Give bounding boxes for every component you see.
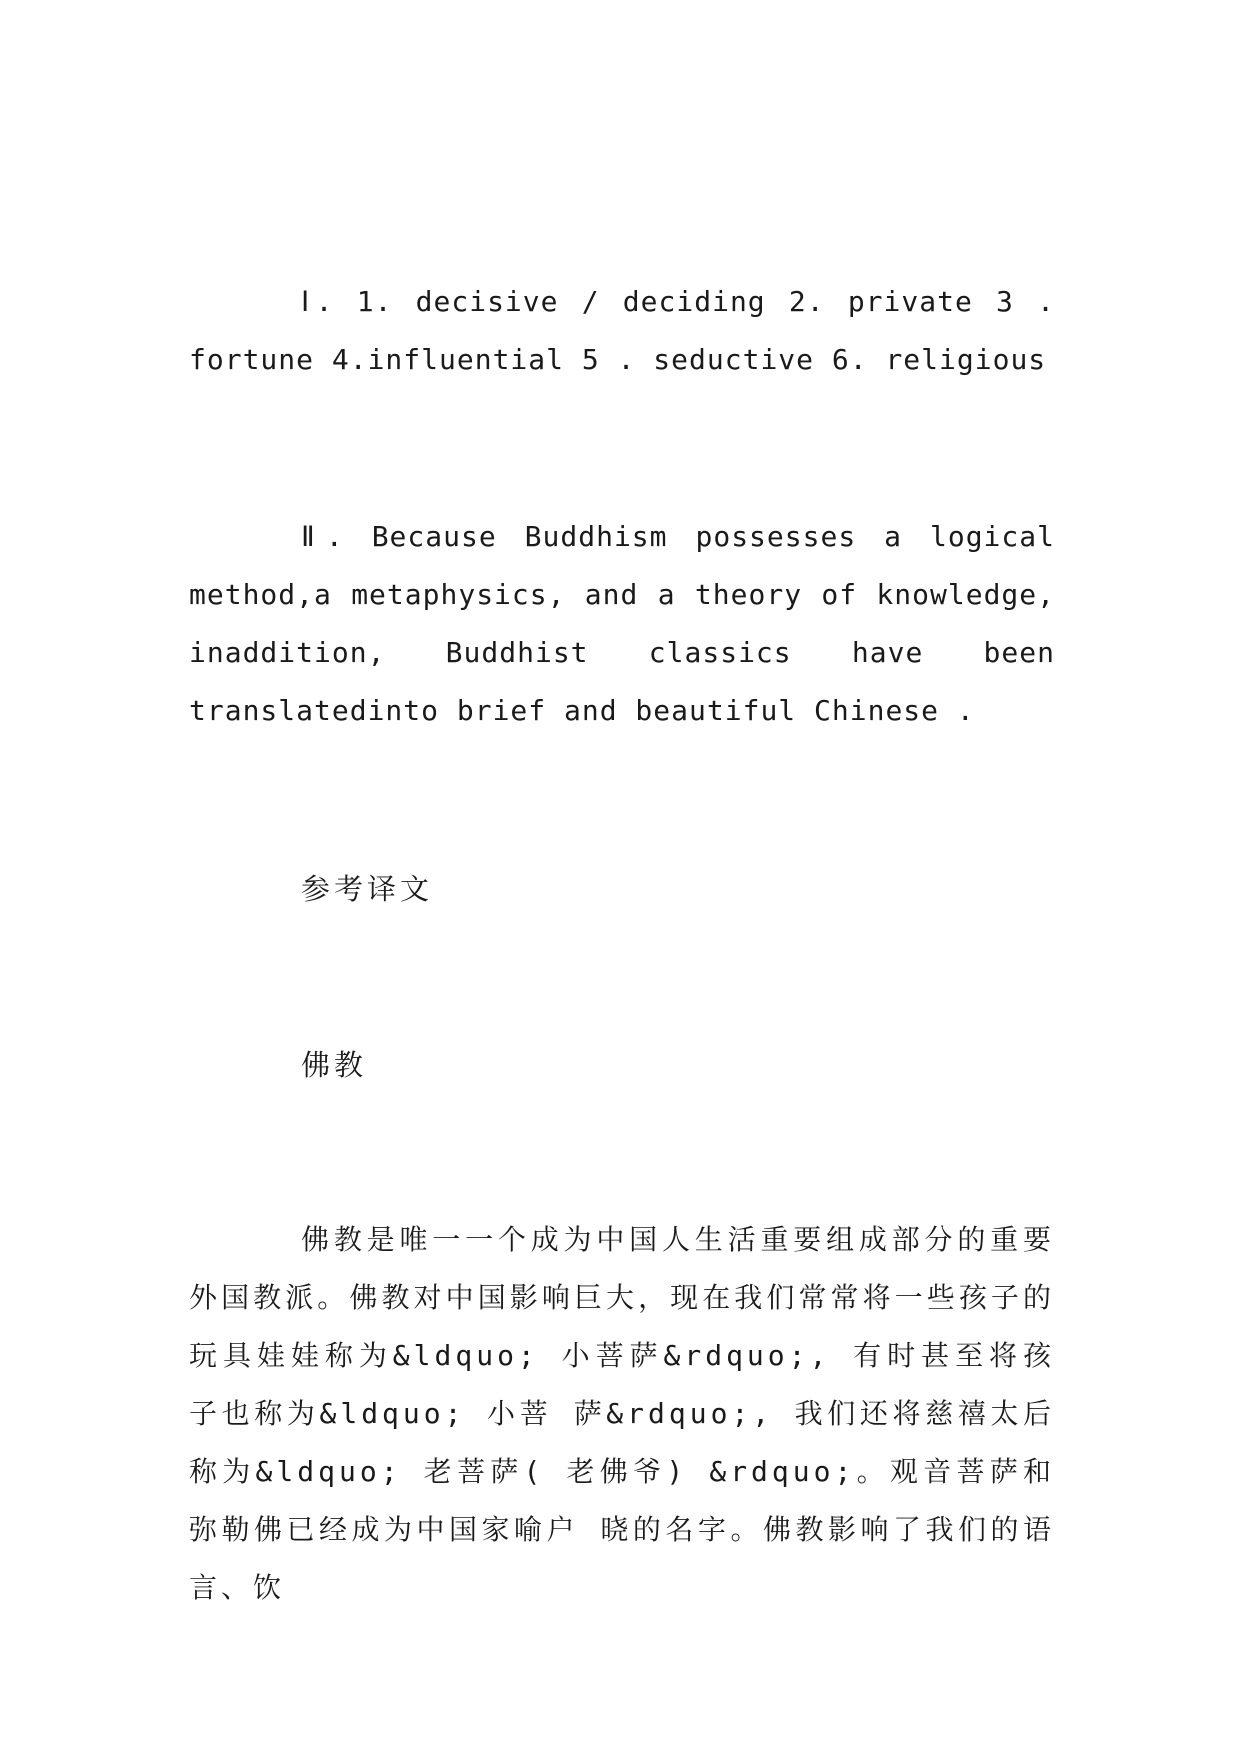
answers-section-2: Ⅱ. Because Buddhism possesses a logical method,a metaphysics, and a theory of knowledge, inaddition, Buddhist classics have been translatedinto brief and beautiful Chinese . (189, 520, 1055, 727)
article-body: 佛教是唯一一个成为中国人生活重要组成部分的重要外国教派。佛教对中国影响巨大，现在我们常常将一些孩子的玩具娃娃称为&ldquo; 小菩萨&rdquo;, 有时甚至将孩子也称为&ldquo; 小菩 萨&rdquo;, 我们还将慈禧太后称为&ldquo; 老菩萨( 老佛爷) &rdquo;。观音菩萨和弥勒佛已经成为中国家喻户 晓的名字。佛教影响了我们的语言、饮 (189, 1223, 1055, 1604)
article-title: 佛教 (301, 1048, 368, 1082)
reference-translation-heading: 参考译文 (301, 872, 434, 906)
answers-section-1: Ⅰ. 1. decisive / deciding 2. private 3 . fortune 4.influential 5 . seductive 6. religious (189, 285, 1055, 376)
